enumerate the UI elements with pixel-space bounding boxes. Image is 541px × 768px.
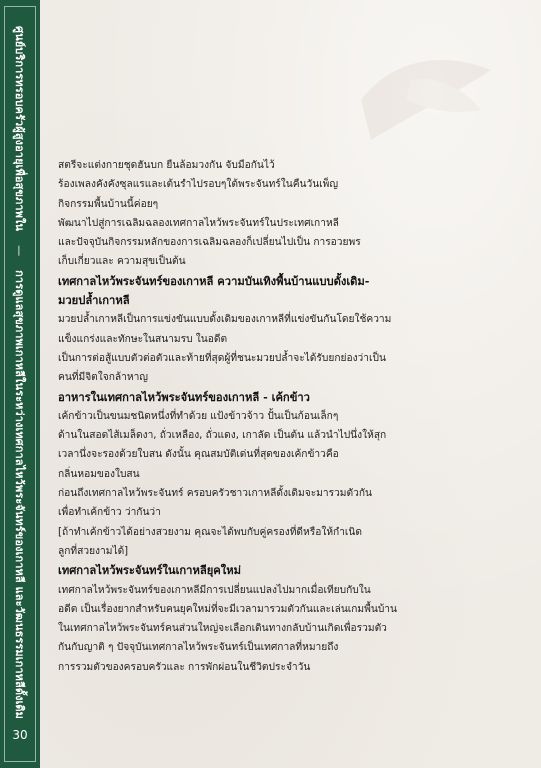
sidebar-subtitle: การดูแลสุขภาพเกาหลีในระหว่างเทศกาลไหว้พระจันทร์ของเกาหลี และวัฒนธรรมเกาหลีดั้งเดิม	[13, 270, 26, 720]
body-line: และปัจจุบันกิจกรรมหลักของการเฉลิมฉลองก็เปลี่ยนไปเป็น การอวยพร	[58, 237, 361, 249]
body-line: พัฒนาไปสู่การเฉลิมฉลองเทศกาลไหว้พระจันทร์ในประเทศเกาหลี	[58, 217, 339, 229]
body-line: ก่อนถึงเทศกาลไหว้พระจันทร์ ครอบครัวชาวเกาหลีดั้งเดิมจะมารวมตัวกัน	[58, 488, 372, 500]
body-line: ในเทศกาลไหว้พระจันทร์คนส่วนใหญ่จะเลือกเดินทางกลับบ้านเกิดเพื่อรวมตัว	[58, 623, 387, 635]
section-heading-wrestling: เทศกาลไหว้พระจันทร์ของเกาหลี ความบันเทิงพื้นบ้านแบบดั้งเดิม-	[58, 273, 370, 288]
body-line: เพื่อทำเค้กข้าว ว่ากันว่า	[58, 507, 161, 519]
body-line: เป็นการต่อสู้แบบตัวต่อตัวและท้ายที่สุดผู้ที่ชนะมวยปล้ำจะได้รับยกย่องว่าเป็น	[58, 352, 386, 364]
body-line: ร้องเพลงคังคังซุลแรและเต้นรำไปรอบๆใต้พระจันทร์ในคืนวันเพ็ญ	[58, 179, 339, 191]
body-line: อดีต เป็นเรื่องยากสำหรับคนยุคใหม่ที่จะมีเวลามารวมตัวกันและเล่นเกมพื้นบ้าน	[58, 603, 397, 615]
body-line: คนที่มีจิตใจกล้าหาญ	[58, 372, 148, 384]
sidebar-vertical-text	[11, 26, 29, 719]
body-line: กลิ่นหอมของใบสน	[58, 468, 140, 480]
section-heading-rice-cake: อาหารในเทศกาลไหว้พระจันทร์ของเกาหลี - เค้กข้าว	[58, 389, 310, 404]
body-line: มวยปล้ำเกาหลีเป็นการแข่งขันแบบดั้งเดิมของเกาหลีที่แข่งขันกันโดยใช้ความ	[58, 314, 392, 326]
section-heading-modern: เทศกาลไหว้พระจันทร์ในเกาหลียุคใหม่	[58, 563, 241, 578]
page-number: 30	[12, 728, 28, 742]
sidebar	[0, 0, 40, 768]
article-body	[58, 156, 454, 677]
body-line: แข็งแกร่งและทักษะในสนามรบ ในอดีต	[58, 333, 228, 345]
watercolor-decoration	[351, 40, 501, 160]
sidebar-title: ศูนย์บริการทรอบครัวผู้สูงอายุเพื่อสุขภาพใน	[13, 26, 26, 232]
body-line: การรวมตัวของครอบครัวและ การพักผ่อนในชีวิตประจำวัน	[58, 661, 311, 673]
body-line: [ถ้าทำเค้กข้าวได้อย่างสวยงาม คุณจะได้พบกับคู่ครองที่ดีหรือให้กำเนิด	[58, 526, 362, 538]
body-line: เทศกาลไหว้พระจันทร์ของเกาหลีมีการเปลี่ยนแปลงไปมากเมื่อเทียบกับใน	[58, 584, 371, 596]
section-heading-wrestling-cont: มวยปล้ำเกาหลี	[58, 293, 130, 308]
body-line: เวลานึ่งจะรองด้วยใบสน ดังนั้น คุณสมบัติเด่นที่สุดของเค้กข้าวคือ	[58, 449, 339, 461]
body-line: สตรีจะแต่งกายชุดฮันบก ยืนล้อมวงกัน จับมือกันไว้	[58, 160, 275, 171]
body-line: ลูกที่สวยงามได้]	[58, 545, 129, 557]
sidebar-separator: —	[13, 245, 27, 257]
body-line: ด้านในสอดไส้เมล็ดงา, ถั่วเหลือง, ถั่วแดง, เกาลัด เป็นต้น แล้วนำไปนึ่งให้สุก	[58, 430, 387, 442]
body-line: กันกับญาติ ๆ ปัจจุบันเทศกาลไหว้พระจันทร์เป็นเทศกาลที่หมายถึง	[58, 642, 339, 654]
body-line: กิจกรรมพื้นบ้านนี้ค่อยๆ	[58, 198, 159, 210]
body-line: เค้กข้าวเป็นขนมชนิดหนึ่งที่ทำด้วย แป้งข้าวจ้าว ปั้นเป็นก้อนเล็กๆ	[58, 410, 339, 422]
body-line: เก็บเกี่ยวและ ความสุขเป็นต้น	[58, 256, 186, 268]
